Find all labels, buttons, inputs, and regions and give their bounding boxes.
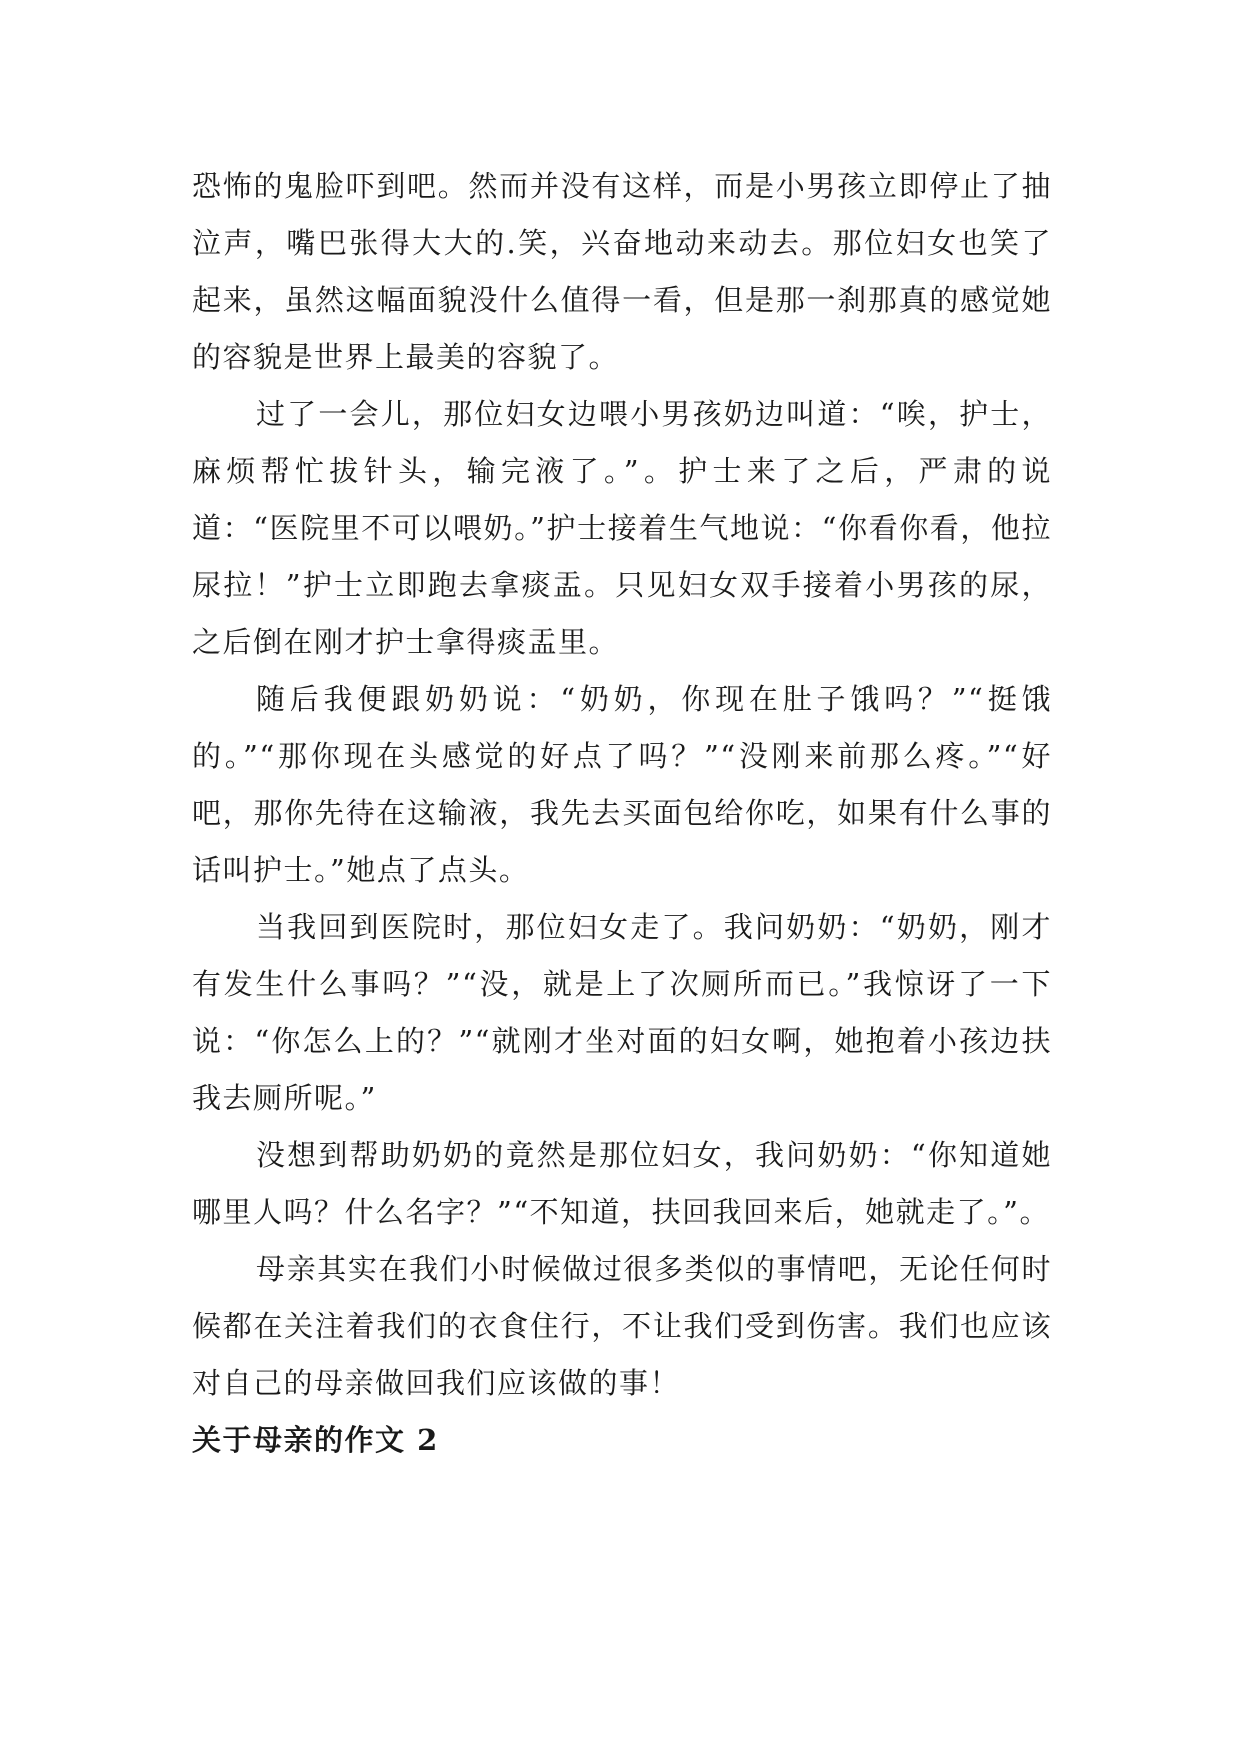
paragraph-2: 过了一会儿，那位妇女边喂小男孩奶边叫道：“唉，护士，麻烦帮忙拔针头，输完液了。”。护士来了之后，严肃的说道：“医院里不可以喂奶。”护士接着生气地说：“你看你看，他拉尿拉！”护士立即跑去拿痰盂。只见妇女双手接着小男孩的尿，之后倒在刚才护士拿得痰盂里。 (192, 397, 1052, 659)
paragraph-3: 随后我便跟奶奶说：“奶奶，你现在肚子饿吗？”“挺饿的。”“那你现在头感觉的好点了吗？”“没刚来前那么疼。”“好吧，那你先待在这输液，我先去买面包给你吃，如果有什么事的话叫护士。”她点了点头。 (192, 682, 1052, 887)
paragraph-4: 当我回到医院时，那位妇女走了。我问奶奶：“奶奶，刚才有发生什么事吗？”“没，就是上了次厕所而已。”我惊讶了一下说：“你怎么上的？”“就刚才坐对面的妇女啊，她抱着小孩边扶我去厕所呢。” (192, 910, 1052, 1115)
paragraph-6: 母亲其实在我们小时候做过很多类似的事情吧，无论任何时候都在关注着我们的衣食住行，不让我们受到伤害。我们也应该对自己的母亲做回我们应该做的事！ (192, 1252, 1052, 1400)
paragraph-5: 没想到帮助奶奶的竟然是那位妇女，我问奶奶：“你知道她哪里人吗？什么名字？”“不知道，扶回我回来后，她就走了。”。 (192, 1138, 1052, 1229)
document-body (192, 158, 1052, 1469)
section-heading: 关于母亲的作文 2 (192, 1423, 439, 1457)
paragraph-1: 恐怖的鬼脸吓到吧。然而并没有这样，而是小男孩立即停止了抽泣声，嘴巴张得大大的.笑，兴奋地动来动去。那位妇女也笑了起来，虽然这幅面貌没什么值得一看，但是那一刹那真的感觉她的容貌是世界上最美的容貌了。 (192, 169, 1052, 374)
